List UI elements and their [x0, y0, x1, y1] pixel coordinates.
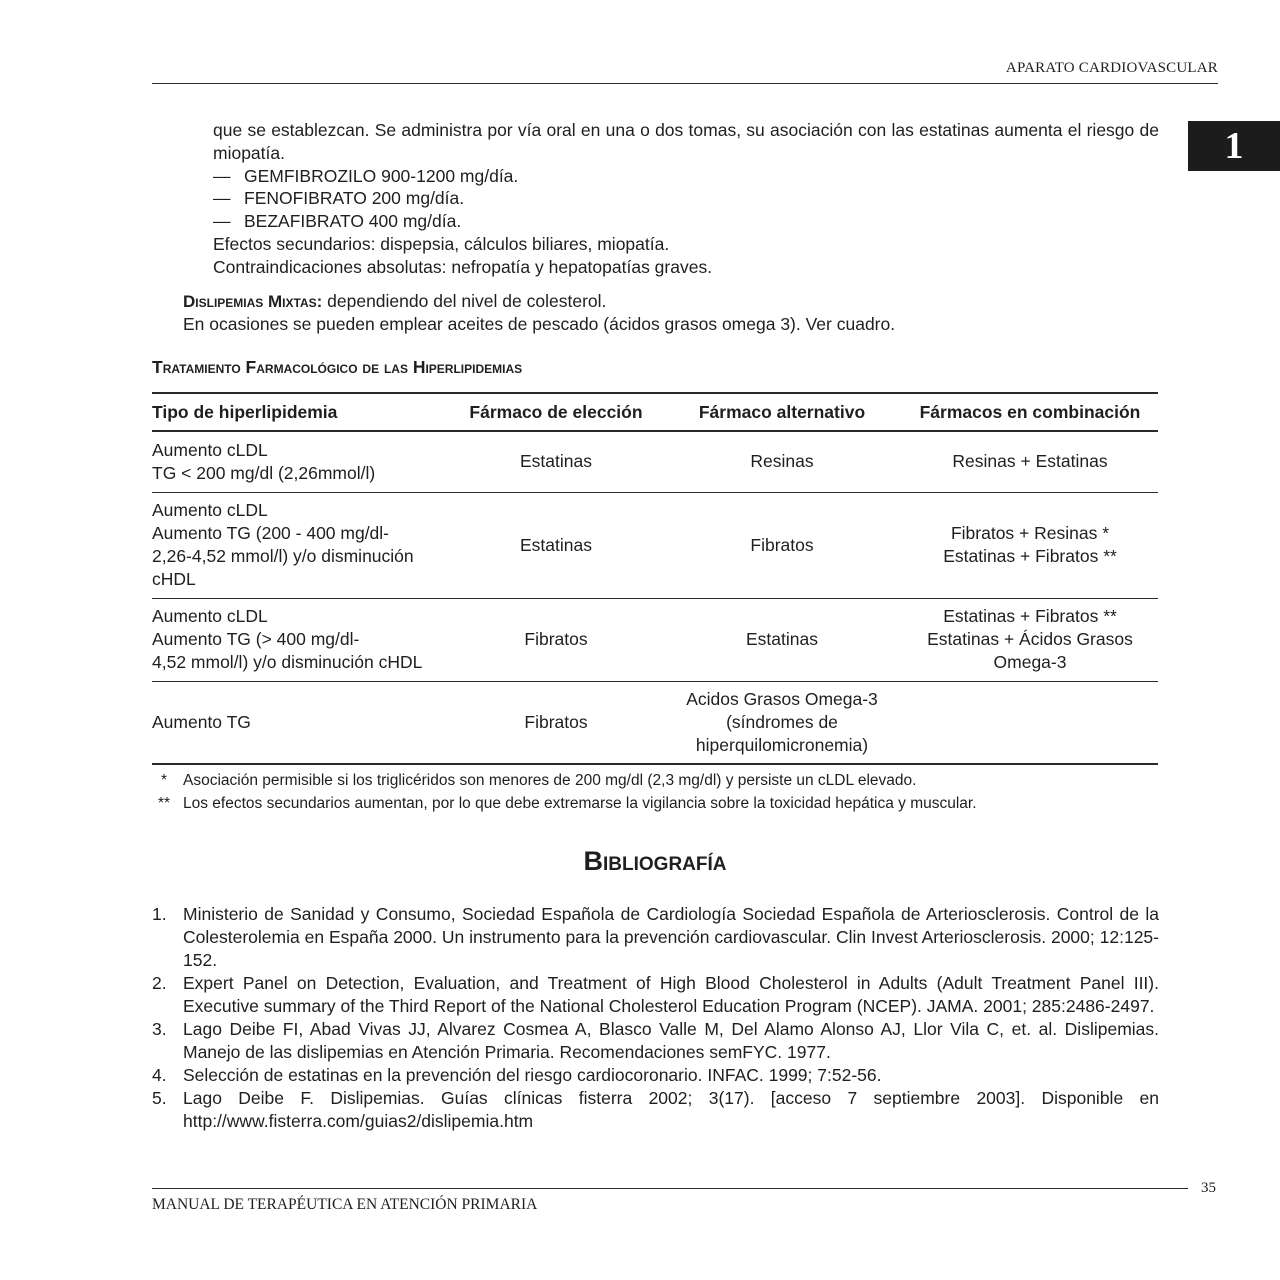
column-header: Tipo de hiperlipidemia — [152, 393, 450, 431]
cell-line: Omega-3 — [993, 652, 1067, 672]
drug-item-text: BEZAFIBRATO 400 mg/día. — [244, 211, 462, 232]
cell-line: Resinas + Estatinas — [952, 451, 1108, 472]
hyperlipidemia-type-cell — [152, 681, 450, 764]
column-header: Fármaco de elección — [450, 393, 662, 431]
drug-item — [213, 187, 1159, 210]
item-text: Lago Deibe FI, Abad Vivas JJ, Alvarez Cosmea A, Blasco Valle M, Del Alamo Alonso AJ, Llor Vila C, et. al. Dislipemias. Manejo de las dislipemias en Atención Primaria. Recomendaciones semFYC. 1977. — [183, 1019, 1159, 1062]
cell-line: 4,52 mmol/l) y/o disminución cHDL — [152, 652, 423, 672]
combination-cell — [902, 431, 1158, 492]
column-header: Fármacos en combinación — [902, 393, 1158, 431]
page-number: 35 — [1201, 1180, 1216, 1196]
bibliography-item — [152, 1018, 1159, 1064]
hyperlipidemia-type-cell — [152, 431, 450, 492]
item-number: 1. — [152, 904, 167, 924]
footnote — [152, 792, 1158, 815]
bibliography-list — [152, 903, 1159, 1133]
cell-line: Aumento TG (> 400 mg/dl- — [152, 629, 360, 649]
alternative-cell — [662, 598, 902, 681]
alternative-cell — [662, 492, 902, 598]
footnote-mark: * — [160, 772, 168, 789]
table-row — [152, 431, 1158, 492]
dash-mark: — — [213, 165, 231, 186]
alternative-cell — [662, 431, 902, 492]
cell-line: Fibratos + Resinas * — [950, 523, 1110, 543]
contraindications: Contraindicaciones absolutas: nefropatía y hepatopatías graves. — [213, 256, 713, 277]
mixed-note: En ocasiones se pueden emplear aceites de pescado (ácidos grasos omega 3). Ver cuadro. — [183, 314, 896, 334]
side-effects: Efectos secundarios: dispepsia, cálculos biliares, miopatía. — [213, 233, 670, 254]
cell-line: hiperquilomicronemia) — [695, 734, 869, 755]
treatment-table — [152, 392, 1158, 765]
cell-line: Estatinas + Fibratos ** — [943, 546, 1117, 566]
cell-line: Fibratos — [750, 534, 814, 555]
running-title: APARATO CARDIOVASCULAR — [1005, 60, 1218, 76]
footnote — [152, 769, 1158, 792]
item-number: 4. — [152, 1065, 167, 1085]
cell-line: 2,26-4,52 mmol/l) y/o disminución — [152, 546, 414, 566]
cell-line: Aumento cLDL — [152, 439, 268, 460]
first-choice-cell: Estatinas — [450, 492, 662, 598]
combination-cell — [902, 681, 1158, 764]
bibliography-item — [152, 972, 1159, 1018]
table-row — [152, 681, 1158, 764]
footnote-mark: ** — [157, 795, 171, 812]
drug-item — [213, 165, 1159, 188]
table-row — [152, 492, 1158, 598]
cell-line: (síndromes de — [726, 711, 838, 732]
cell-line: TG < 200 mg/dl (2,26mmol/l) — [152, 462, 376, 483]
cell-line: Estatinas + Ácidos Grasos — [927, 629, 1133, 649]
mixed-dyslipidemia-section — [183, 290, 1159, 336]
mixed-text: dependiendo del nivel de colesterol. — [322, 291, 607, 311]
running-header — [152, 58, 1218, 84]
cell-line: Aumento cLDL — [152, 606, 268, 626]
first-choice-cell: Estatinas — [450, 431, 662, 492]
bibliography-heading: Bibliografía — [583, 846, 727, 876]
book-title: MANUAL DE TERAPÉUTICA EN ATENCIÓN PRIMARIA — [152, 1196, 538, 1213]
drug-item-text: FENOFIBRATO 200 mg/día. — [244, 188, 465, 209]
table-title: Tratamiento Farmacológico de las Hiperlipidemias — [152, 357, 523, 377]
table-footnotes — [152, 769, 1158, 815]
first-choice-cell: Fibratos — [450, 681, 662, 764]
footnote-text: Asociación permisible si los triglicéridos son menores de 200 mg/dl (2,3 mg/dl) y persiste un cLDL elevado. — [183, 772, 917, 789]
cell-line: Estatinas — [746, 629, 818, 649]
cell-line: Resinas — [750, 451, 814, 472]
dash-mark: — — [213, 211, 231, 232]
item-text: Expert Panel on Detection, Evaluation, and Treatment of High Blood Cholesterol in Adults (Adult Treatment Panel III). Executive summary of the Third Report of the National Cholesterol Education Program (NCEP). JAMA. 2001; 285:2486-2497. — [183, 973, 1159, 1016]
bibliography-item — [152, 1087, 1159, 1133]
drug-item — [213, 210, 1159, 233]
fibrates-section — [213, 119, 1159, 279]
footnote-text: Los efectos secundarios aumentan, por lo que debe extremarse la vigilancia sobre la toxicidad hepática y muscular. — [183, 795, 977, 812]
first-choice-cell: Fibratos — [450, 598, 662, 681]
combination-cell — [902, 598, 1158, 681]
item-number: 5. — [152, 1088, 167, 1108]
mixed-label: Dislipemias Mixtas: — [183, 292, 323, 311]
item-number: 2. — [152, 973, 167, 993]
table-row — [152, 598, 1158, 681]
item-text: Selección de estatinas en la prevención del riesgo cardiocoronario. INFAC. 1999; 7:52-56. — [183, 1065, 882, 1085]
dash-mark: — — [213, 188, 231, 209]
cell-line: Aumento cLDL — [152, 500, 268, 520]
drug-item-text: GEMFIBROZILO 900-1200 mg/día. — [244, 165, 519, 186]
hyperlipidemia-type-cell — [152, 492, 450, 598]
cell-line: Aumento TG (200 - 400 mg/dl- — [152, 523, 390, 543]
bibliography-item — [152, 903, 1159, 972]
footer-rule — [152, 1188, 1188, 1189]
bibliography-item — [152, 1064, 1159, 1087]
intro-paragraph: que se establezcan. Se administra por vía oral en una o dos tomas, su asociación con las estatinas aumenta el riesgo de miopatía. — [213, 120, 1159, 163]
item-number: 3. — [152, 1019, 167, 1039]
cell-line: Acidos Grasos Omega-3 — [686, 688, 878, 709]
chapter-tab: 1 — [1188, 121, 1280, 171]
table-header-row — [152, 393, 1158, 431]
item-text: Lago Deibe F. Dislipemias. Guías clínicas fisterra 2002; 3(17). [acceso 7 septiembre 2003]. Disponible en http://www.fisterra.com/guias2/dislipemia.htm — [183, 1088, 1159, 1131]
column-header: Fármaco alternativo — [662, 393, 902, 431]
cell-line: Aumento TG — [152, 711, 251, 732]
hyperlipidemia-type-cell — [152, 598, 450, 681]
combination-cell — [902, 492, 1158, 598]
item-text: Ministerio de Sanidad y Consumo, Sociedad Española de Cardiología Sociedad Española de Arteriosclerosis. Control de la Colesterolemia en España 2000. Un instrumento para la prevención cardiovascular. Clin Invest Arteriosclerosis. 2000; 12:125-152. — [183, 904, 1159, 970]
cell-line: Estatinas + Fibratos ** — [943, 606, 1117, 626]
mixed-paragraph — [183, 290, 1159, 313]
alternative-cell — [662, 681, 902, 764]
cell-line: cHDL — [152, 569, 196, 589]
